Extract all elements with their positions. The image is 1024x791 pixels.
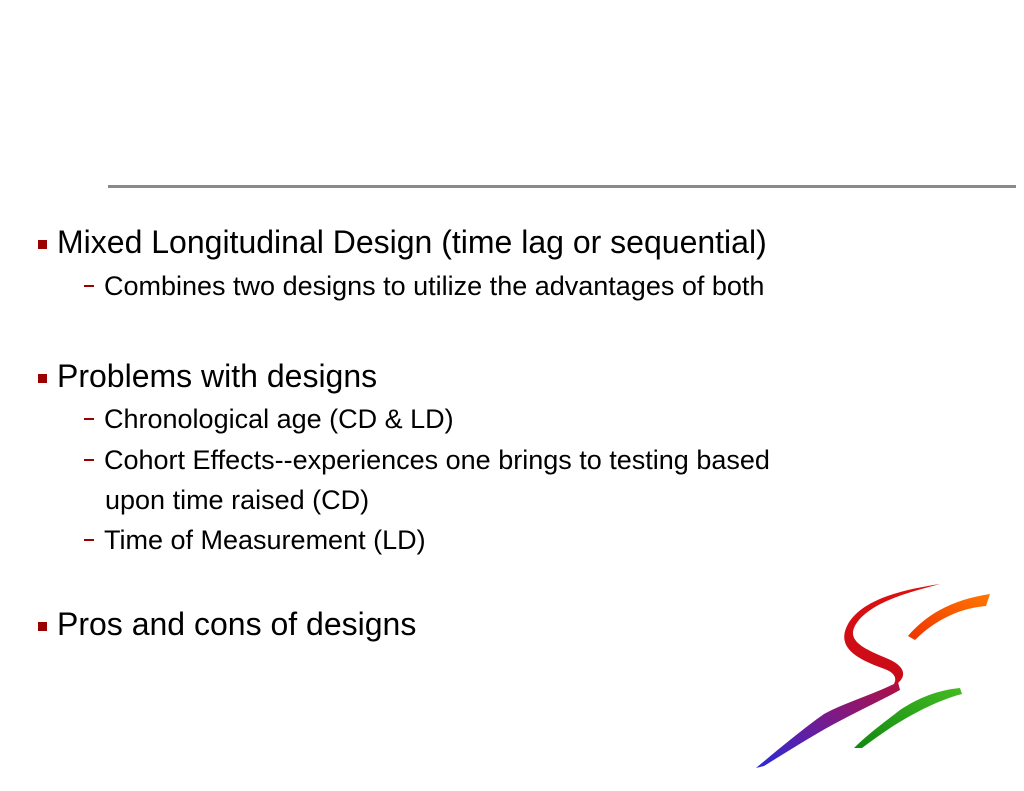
- square-bullet-icon: [38, 374, 47, 383]
- sub-bullet-item: [84, 520, 426, 560]
- sub-bullet-continuation: [84, 480, 369, 520]
- dash-bullet-icon: [84, 285, 94, 287]
- bullet-text: Mixed Longitudinal Design (time lag or sequential): [57, 224, 767, 260]
- dash-bullet-icon: [84, 539, 94, 541]
- sub-bullet-text: Time of Measurement (LD): [104, 525, 426, 555]
- sub-bullet-item: [84, 440, 770, 480]
- bullet-text: Problems with designs: [57, 358, 378, 394]
- dash-bullet-icon: [84, 459, 94, 461]
- sub-bullet-item: [84, 266, 764, 306]
- sub-bullet-text: upon time raised (CD): [105, 485, 370, 515]
- sub-bullet-text: Combines two designs to utilize the advantages of both: [104, 271, 765, 301]
- logo-purple-blue-stroke: [756, 682, 900, 768]
- bullet-item-mixed-longitudinal: [38, 223, 767, 261]
- ribbon-s-logo: [750, 578, 1000, 778]
- sub-bullet-text: Cohort Effects--experiences one brings to testing based: [104, 445, 770, 475]
- logo-orange-stroke: [908, 594, 990, 640]
- logo-red-stroke: [844, 584, 940, 696]
- sub-bullet-item: [84, 399, 454, 439]
- dash-bullet-icon: [84, 418, 94, 420]
- sub-bullet-text: Chronological age (CD & LD): [104, 404, 454, 434]
- bullet-item-pros-cons: [38, 605, 416, 643]
- bullet-text: Pros and cons of designs: [57, 606, 417, 642]
- bullet-item-problems: [38, 357, 377, 395]
- square-bullet-icon: [38, 240, 47, 249]
- square-bullet-icon: [38, 622, 47, 631]
